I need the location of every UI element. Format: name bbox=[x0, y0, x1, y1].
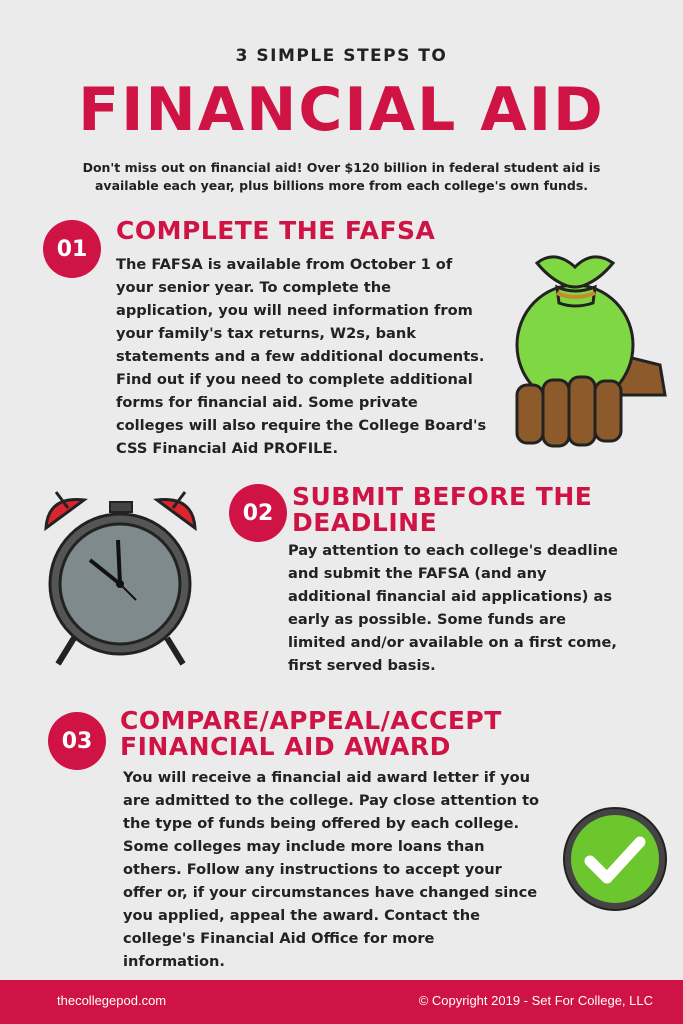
step-3-body bbox=[123, 766, 563, 973]
step-number: 02 bbox=[242, 500, 274, 526]
green-checkmark-icon bbox=[560, 804, 670, 914]
alarm-clock-icon bbox=[38, 488, 203, 668]
body-line: offer or, if your circumstances have changed since bbox=[123, 884, 538, 901]
body-line: and submit the FAFSA (and any bbox=[288, 565, 547, 582]
step-1-badge bbox=[43, 220, 101, 278]
body-line: you applied, appeal the award. Contact the bbox=[123, 907, 481, 924]
footer-site-link[interactable]: thecollegepod.com bbox=[57, 993, 167, 1008]
pre-title: 3 SIMPLE STEPS TO bbox=[235, 46, 448, 66]
intro-line: available each year, plus billions more from each college's own funds. bbox=[94, 178, 589, 193]
footer bbox=[0, 980, 683, 1024]
body-line: application, you will need information from bbox=[116, 302, 473, 319]
body-line: college's Financial Aid Office for more bbox=[123, 930, 435, 947]
body-line: statements and a few additional documents. bbox=[116, 348, 485, 365]
body-line: limited and/or available on a first come, bbox=[288, 634, 617, 651]
body-line: You will receive a financial aid award letter if you bbox=[123, 769, 531, 786]
body-line: Find out if you need to complete additional bbox=[116, 371, 473, 388]
body-line: information. bbox=[123, 953, 225, 970]
step-title-line: DEADLINE bbox=[292, 508, 438, 537]
step-2-title bbox=[292, 484, 592, 536]
body-line: early as possible. Some funds are bbox=[288, 611, 566, 628]
step-title-line: FINANCIAL AID AWARD bbox=[120, 732, 451, 761]
body-line: the type of funds being offered by each college. bbox=[123, 815, 520, 832]
body-line: others. Follow any instructions to accept your bbox=[123, 861, 502, 878]
body-line: are admitted to the college. Pay close attention to bbox=[123, 792, 540, 809]
body-line: Pay attention to each college's deadline bbox=[288, 542, 618, 559]
body-line: additional financial aid applications) as bbox=[288, 588, 613, 605]
body-line: Some colleges may include more loans than bbox=[123, 838, 485, 855]
step-1-body bbox=[116, 253, 516, 460]
intro-line: Don't miss out on financial aid! Over $120 billion in federal student aid is bbox=[82, 160, 601, 175]
step-title-line: COMPLETE THE FAFSA bbox=[116, 216, 436, 245]
step-2-badge bbox=[229, 484, 287, 542]
body-line: first served basis. bbox=[288, 657, 436, 674]
body-line: CSS Financial Aid PROFILE. bbox=[116, 440, 338, 457]
intro-text bbox=[70, 159, 613, 195]
step-number: 01 bbox=[56, 236, 88, 262]
body-line: The FAFSA is available from October 1 of bbox=[116, 256, 453, 273]
step-number: 03 bbox=[61, 728, 93, 754]
page-title: FINANCIAL AID bbox=[78, 75, 605, 145]
money-bag-in-hand-icon bbox=[505, 245, 670, 465]
footer-copyright: © Copyright 2019 - Set For College, LLC bbox=[418, 993, 653, 1008]
body-line: your senior year. To complete the bbox=[116, 279, 392, 296]
step-3-badge bbox=[48, 712, 106, 770]
body-line: colleges will also require the College Board's bbox=[116, 417, 487, 434]
step-2-body bbox=[288, 539, 668, 677]
body-line: forms for financial aid. Some private bbox=[116, 394, 418, 411]
step-title-line: SUBMIT BEFORE THE bbox=[292, 482, 593, 511]
step-1-title bbox=[116, 218, 435, 244]
step-title-line: COMPARE/APPEAL/ACCEPT bbox=[120, 706, 502, 735]
body-line: your family's tax returns, W2s, bank bbox=[116, 325, 416, 342]
step-3-title bbox=[120, 708, 502, 760]
